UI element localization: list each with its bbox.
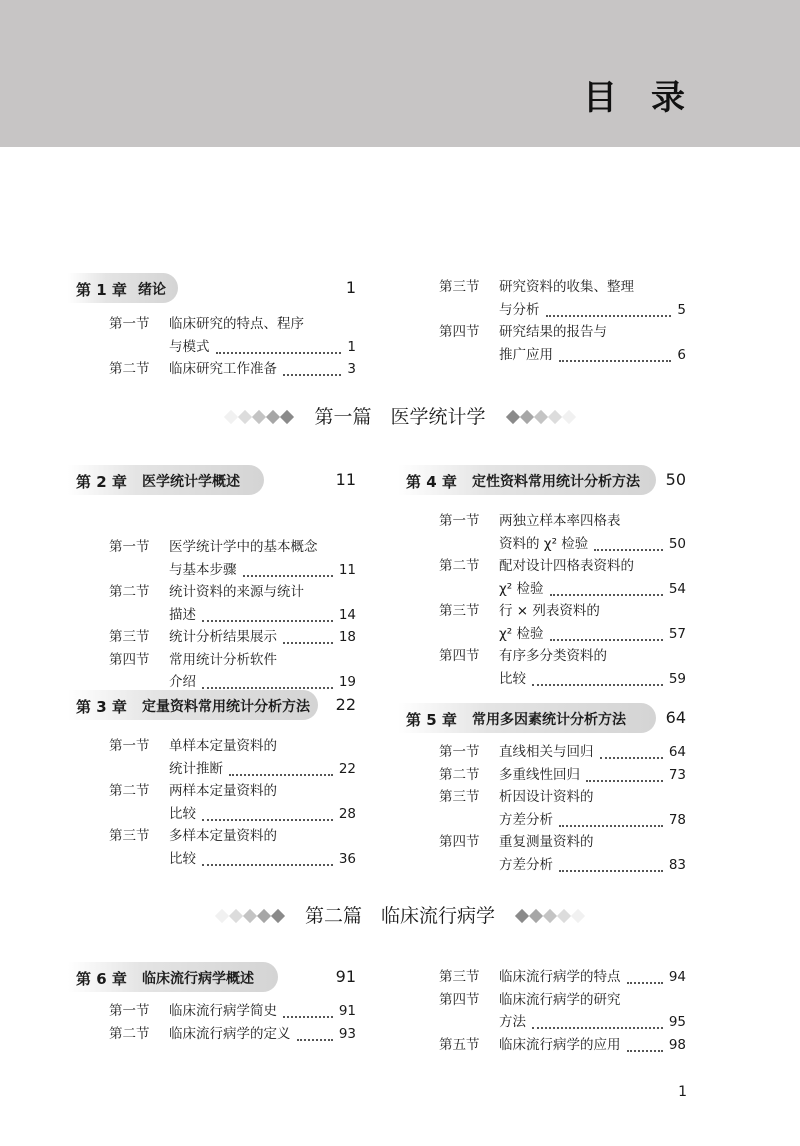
- section-title-line: 多样本定量资料的: [169, 828, 277, 844]
- section-page: 28: [338, 805, 356, 822]
- chapter-title: 定量资料常用统计分析方法: [142, 699, 310, 715]
- chapter-number: 第 4 章: [406, 473, 457, 491]
- section-page: 57: [668, 625, 686, 642]
- toc-block-ch2: [76, 465, 356, 694]
- toc-block-ch6-cont: [406, 966, 686, 1056]
- section-leader-line: 与模式 1: [169, 336, 356, 359]
- toc-entry[interactable]: [406, 510, 686, 555]
- section-page: 73: [668, 766, 686, 783]
- section-page: 95: [668, 1014, 686, 1030]
- section-label: 第四节: [109, 651, 150, 668]
- chapter-number: 第 1 章: [76, 281, 127, 299]
- section-label: 第二节: [439, 766, 480, 783]
- section-leader-line: 方差分析 78: [499, 809, 686, 832]
- chapter-page: 91: [335, 967, 356, 986]
- chapter-number: 第 3 章: [76, 698, 127, 716]
- section-title-line: 研究资料的收集、整理: [499, 279, 634, 295]
- chapter-number: 第 5 章: [406, 711, 457, 729]
- section-page: 36: [338, 850, 356, 867]
- section-title-line: 配对设计四格表资料的: [499, 558, 634, 574]
- toc-block-ch1-cont: [406, 276, 686, 366]
- toc-entry[interactable]: [76, 780, 356, 825]
- section-leader-line: 临床流行病学的特点 94: [499, 966, 686, 989]
- chapter-page: 1: [345, 278, 356, 297]
- toc-entry[interactable]: [406, 645, 686, 690]
- toc-entry[interactable]: [76, 581, 356, 626]
- toc-entry[interactable]: [406, 555, 686, 600]
- section-label: 第一节: [109, 738, 150, 754]
- chapter-title: 绪论: [138, 282, 166, 298]
- toc-block-ch4: [406, 465, 686, 690]
- toc-block-ch6: [76, 962, 356, 1045]
- section-label: 第二节: [439, 558, 480, 574]
- section-label: 第五节: [439, 1036, 480, 1053]
- chapter-heading: [406, 703, 686, 733]
- section-leader-line: 多重线性回归 73: [499, 764, 686, 787]
- chapter-title: 临床流行病学概述: [142, 971, 254, 987]
- chapter-heading: [406, 465, 686, 495]
- toc-entry[interactable]: [76, 358, 356, 381]
- section-leader-line: 方差分析 83: [499, 854, 686, 877]
- section-title-line: 重复测量资料的: [499, 834, 594, 850]
- section-leader-line: χ² 检验 54: [499, 578, 686, 601]
- section-label: 第三节: [439, 789, 480, 805]
- section-leader-line: 临床流行病学简史 91: [169, 1000, 356, 1023]
- section-leader-line: 比较 59: [499, 668, 686, 691]
- part-heading: [0, 901, 800, 928]
- chapter-page: 22: [335, 695, 356, 714]
- toc-entry[interactable]: [406, 764, 686, 787]
- chapter-title: 医学统计学概述: [142, 474, 240, 490]
- section-page: 91: [338, 1003, 356, 1019]
- toc-entry[interactable]: [406, 786, 686, 831]
- section-leader-line: 比较 36: [169, 848, 356, 871]
- page-title: 目录: [583, 78, 719, 118]
- toc-entry[interactable]: [76, 1000, 356, 1023]
- section-label: 第一节: [109, 1003, 150, 1019]
- section-title-line: 临床研究的特点、程序: [169, 316, 304, 332]
- section-title-line: 两独立样本率四格表: [499, 513, 621, 529]
- section-leader-line: 临床流行病学的应用 98: [499, 1034, 686, 1057]
- toc-entry[interactable]: [406, 1034, 686, 1057]
- section-label: 第三节: [439, 969, 480, 985]
- part-title: 第二篇 临床流行病学: [304, 905, 495, 927]
- section-label: 第二节: [109, 584, 150, 600]
- toc-entry[interactable]: [76, 825, 356, 870]
- toc-entry[interactable]: [76, 649, 356, 694]
- section-leader-line: 资料的 χ² 检验 50: [499, 533, 686, 556]
- section-label: 第二节: [109, 361, 150, 377]
- section-label: 第二节: [109, 783, 150, 799]
- section-page: 5: [677, 301, 686, 318]
- section-leader-line: 临床研究工作准备 3: [169, 358, 356, 381]
- toc-entry[interactable]: [76, 626, 356, 649]
- section-label: 第四节: [439, 834, 480, 850]
- section-page: 18: [338, 629, 356, 645]
- diamond-ornament-left: [224, 405, 294, 427]
- chapter-page: 64: [665, 708, 686, 727]
- section-page: 1: [347, 338, 356, 355]
- toc-entry[interactable]: [406, 600, 686, 645]
- section-leader-line: χ² 检验 57: [499, 623, 686, 646]
- section-title-line: 研究结果的报告与: [499, 324, 607, 340]
- part-heading: [0, 402, 800, 429]
- section-page: 19: [338, 674, 356, 690]
- section-title-line: 临床流行病学的研究: [499, 991, 621, 1008]
- section-page: 3: [347, 361, 356, 377]
- chapter-page: 11: [335, 470, 356, 489]
- section-title-line: 两样本定量资料的: [169, 783, 277, 799]
- section-page: 78: [668, 811, 686, 828]
- section-label: 第一节: [439, 513, 480, 529]
- section-page: 54: [668, 580, 686, 597]
- section-label: 第三节: [439, 279, 480, 295]
- header-band: [0, 0, 800, 147]
- section-title-line: 行 × 列表资料的: [499, 603, 600, 619]
- section-label: 第一节: [109, 316, 150, 332]
- section-page: 11: [338, 561, 356, 578]
- chapter-heading: [76, 465, 356, 495]
- section-page: 93: [338, 1025, 356, 1042]
- section-leader-line: 描述 14: [169, 604, 356, 627]
- section-label: 第三节: [439, 603, 480, 619]
- toc-entry[interactable]: [76, 735, 356, 780]
- section-label: 第四节: [439, 648, 480, 664]
- chapter-number: 第 2 章: [76, 473, 127, 491]
- section-leader-line: 与分析 5: [499, 299, 686, 322]
- section-page: 14: [338, 606, 356, 623]
- toc-block-ch3: [76, 690, 356, 870]
- section-title-line: 有序多分类资料的: [499, 648, 607, 664]
- chapter-title: 常用多因素统计分析方法: [472, 712, 626, 728]
- diamond-ornament-left: [215, 904, 285, 926]
- section-leader-line: 比较 28: [169, 803, 356, 826]
- toc-entry[interactable]: [406, 741, 686, 764]
- section-title-line: 常用统计分析软件: [169, 651, 277, 668]
- diamond-ornament-right: [515, 904, 585, 926]
- section-title-line: 析因设计资料的: [499, 789, 594, 805]
- section-title-line: 统计资料的来源与统计: [169, 584, 304, 600]
- chapter-heading: [76, 690, 356, 720]
- toc-entry[interactable]: [76, 313, 356, 358]
- toc-block-ch1: [76, 273, 356, 381]
- section-label: 第三节: [109, 828, 150, 844]
- chapter-number: 第 6 章: [76, 970, 127, 988]
- section-leader-line: 介绍 19: [169, 671, 356, 694]
- section-label: 第四节: [439, 991, 480, 1008]
- toc-entry[interactable]: [406, 966, 686, 989]
- section-title-line: 单样本定量资料的: [169, 738, 277, 754]
- section-page: 6: [677, 346, 686, 363]
- section-page: 83: [668, 856, 686, 873]
- section-label: 第二节: [109, 1025, 150, 1042]
- section-page: 64: [668, 744, 686, 760]
- section-leader-line: 直线相关与回归 64: [499, 741, 686, 764]
- section-label: 第四节: [439, 324, 480, 340]
- section-page: 59: [668, 670, 686, 687]
- section-label: 第三节: [109, 629, 150, 645]
- section-leader-line: 临床流行病学的定义 93: [169, 1023, 356, 1046]
- toc-entry[interactable]: [406, 321, 686, 366]
- chapter-heading: [76, 273, 356, 303]
- section-page: 50: [668, 535, 686, 552]
- chapter-page: 50: [665, 470, 686, 489]
- section-leader-line: 与基本步骤 11: [169, 559, 356, 582]
- section-leader-line: 推广应用 6: [499, 344, 686, 367]
- toc-entry[interactable]: [406, 276, 686, 321]
- section-leader-line: 统计推断 22: [169, 758, 356, 781]
- toc-entry[interactable]: [406, 989, 686, 1034]
- toc-entry[interactable]: [406, 831, 686, 876]
- section-leader-line: 统计分析结果展示 18: [169, 626, 356, 649]
- toc-entry[interactable]: [76, 536, 356, 581]
- toc-entry[interactable]: [76, 1023, 356, 1046]
- page-number: 1: [678, 1084, 687, 1100]
- chapter-title: 定性资料常用统计分析方法: [472, 474, 640, 490]
- chapter-heading: [76, 962, 356, 992]
- section-page: 98: [668, 1036, 686, 1053]
- section-page: 94: [668, 969, 686, 985]
- section-label: 第一节: [439, 744, 480, 760]
- section-title-line: 医学统计学中的基本概念: [169, 539, 318, 555]
- diamond-ornament-right: [506, 405, 576, 427]
- section-leader-line: 方法 95: [499, 1011, 686, 1034]
- section-page: 22: [338, 760, 356, 777]
- part-title: 第一篇 医学统计学: [314, 406, 486, 428]
- toc-block-ch5: [406, 703, 686, 876]
- section-label: 第一节: [109, 539, 150, 555]
